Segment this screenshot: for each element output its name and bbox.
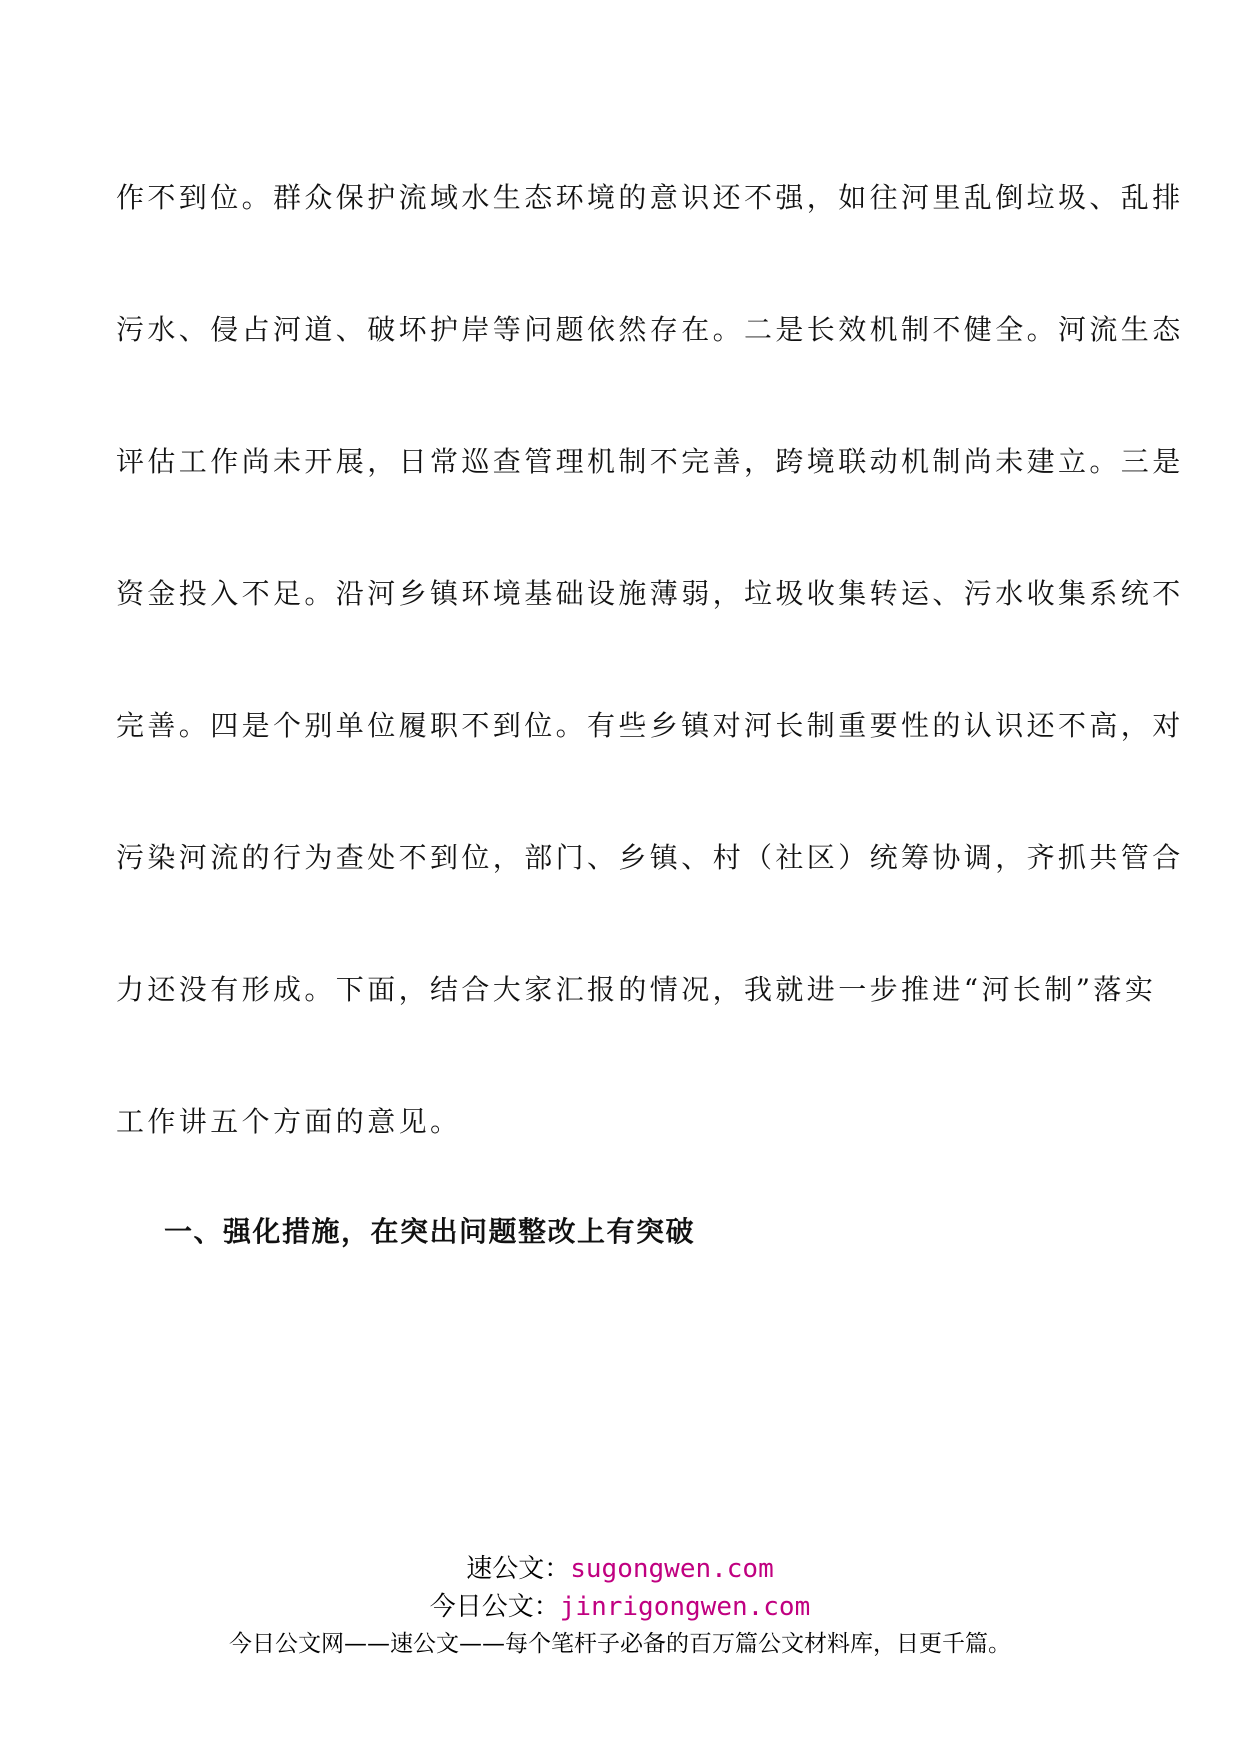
- body-text-line: 评估工作尚未开展，日常巡查管理机制不完善，跨境联动机制尚未建立。三是: [116, 445, 1184, 478]
- footer-site-link[interactable]: jinrigongwen.com: [559, 1592, 811, 1622]
- body-text-line: 力还没有形成。下面，结合大家汇报的情况，我就进一步推进“河长制”落实: [116, 973, 1157, 1006]
- footer-site-line-1: [0, 1552, 1240, 1586]
- body-text-line: 工作讲五个方面的意见。: [116, 1105, 462, 1138]
- body-text-line: 作不到位。群众保护流域水生态环境的意识还不强，如往河里乱倒垃圾、乱排: [116, 181, 1184, 214]
- body-text-line: 污染河流的行为查处不到位，部门、乡镇、村（社区）统筹协调，齐抓共管合: [116, 841, 1184, 874]
- section-heading: 一、强化措施，在突出问题整改上有突破: [164, 1215, 696, 1248]
- footer-site-link[interactable]: sugongwen.com: [570, 1554, 774, 1584]
- footer-site-label: 今日公文：: [429, 1592, 560, 1622]
- footer-tagline-text: 今日公文网——速公文——每个笔杆子必备的百万篇公文材料库，日更千篇。: [229, 1631, 1011, 1657]
- body-text-line: 资金投入不足。沿河乡镇环境基础设施薄弱，垃圾收集转运、污水收集系统不: [116, 577, 1184, 610]
- body-text-line: 污水、侵占河道、破坏护岸等问题依然存在。二是长效机制不健全。河流生态: [116, 313, 1184, 346]
- footer-site-line-2: [0, 1590, 1240, 1624]
- footer-tagline: [0, 1628, 1240, 1660]
- body-text-line: 完善。四是个别单位履职不到位。有些乡镇对河长制重要性的认识还不高，对: [116, 709, 1184, 742]
- footer-site-label: 速公文：: [466, 1554, 571, 1584]
